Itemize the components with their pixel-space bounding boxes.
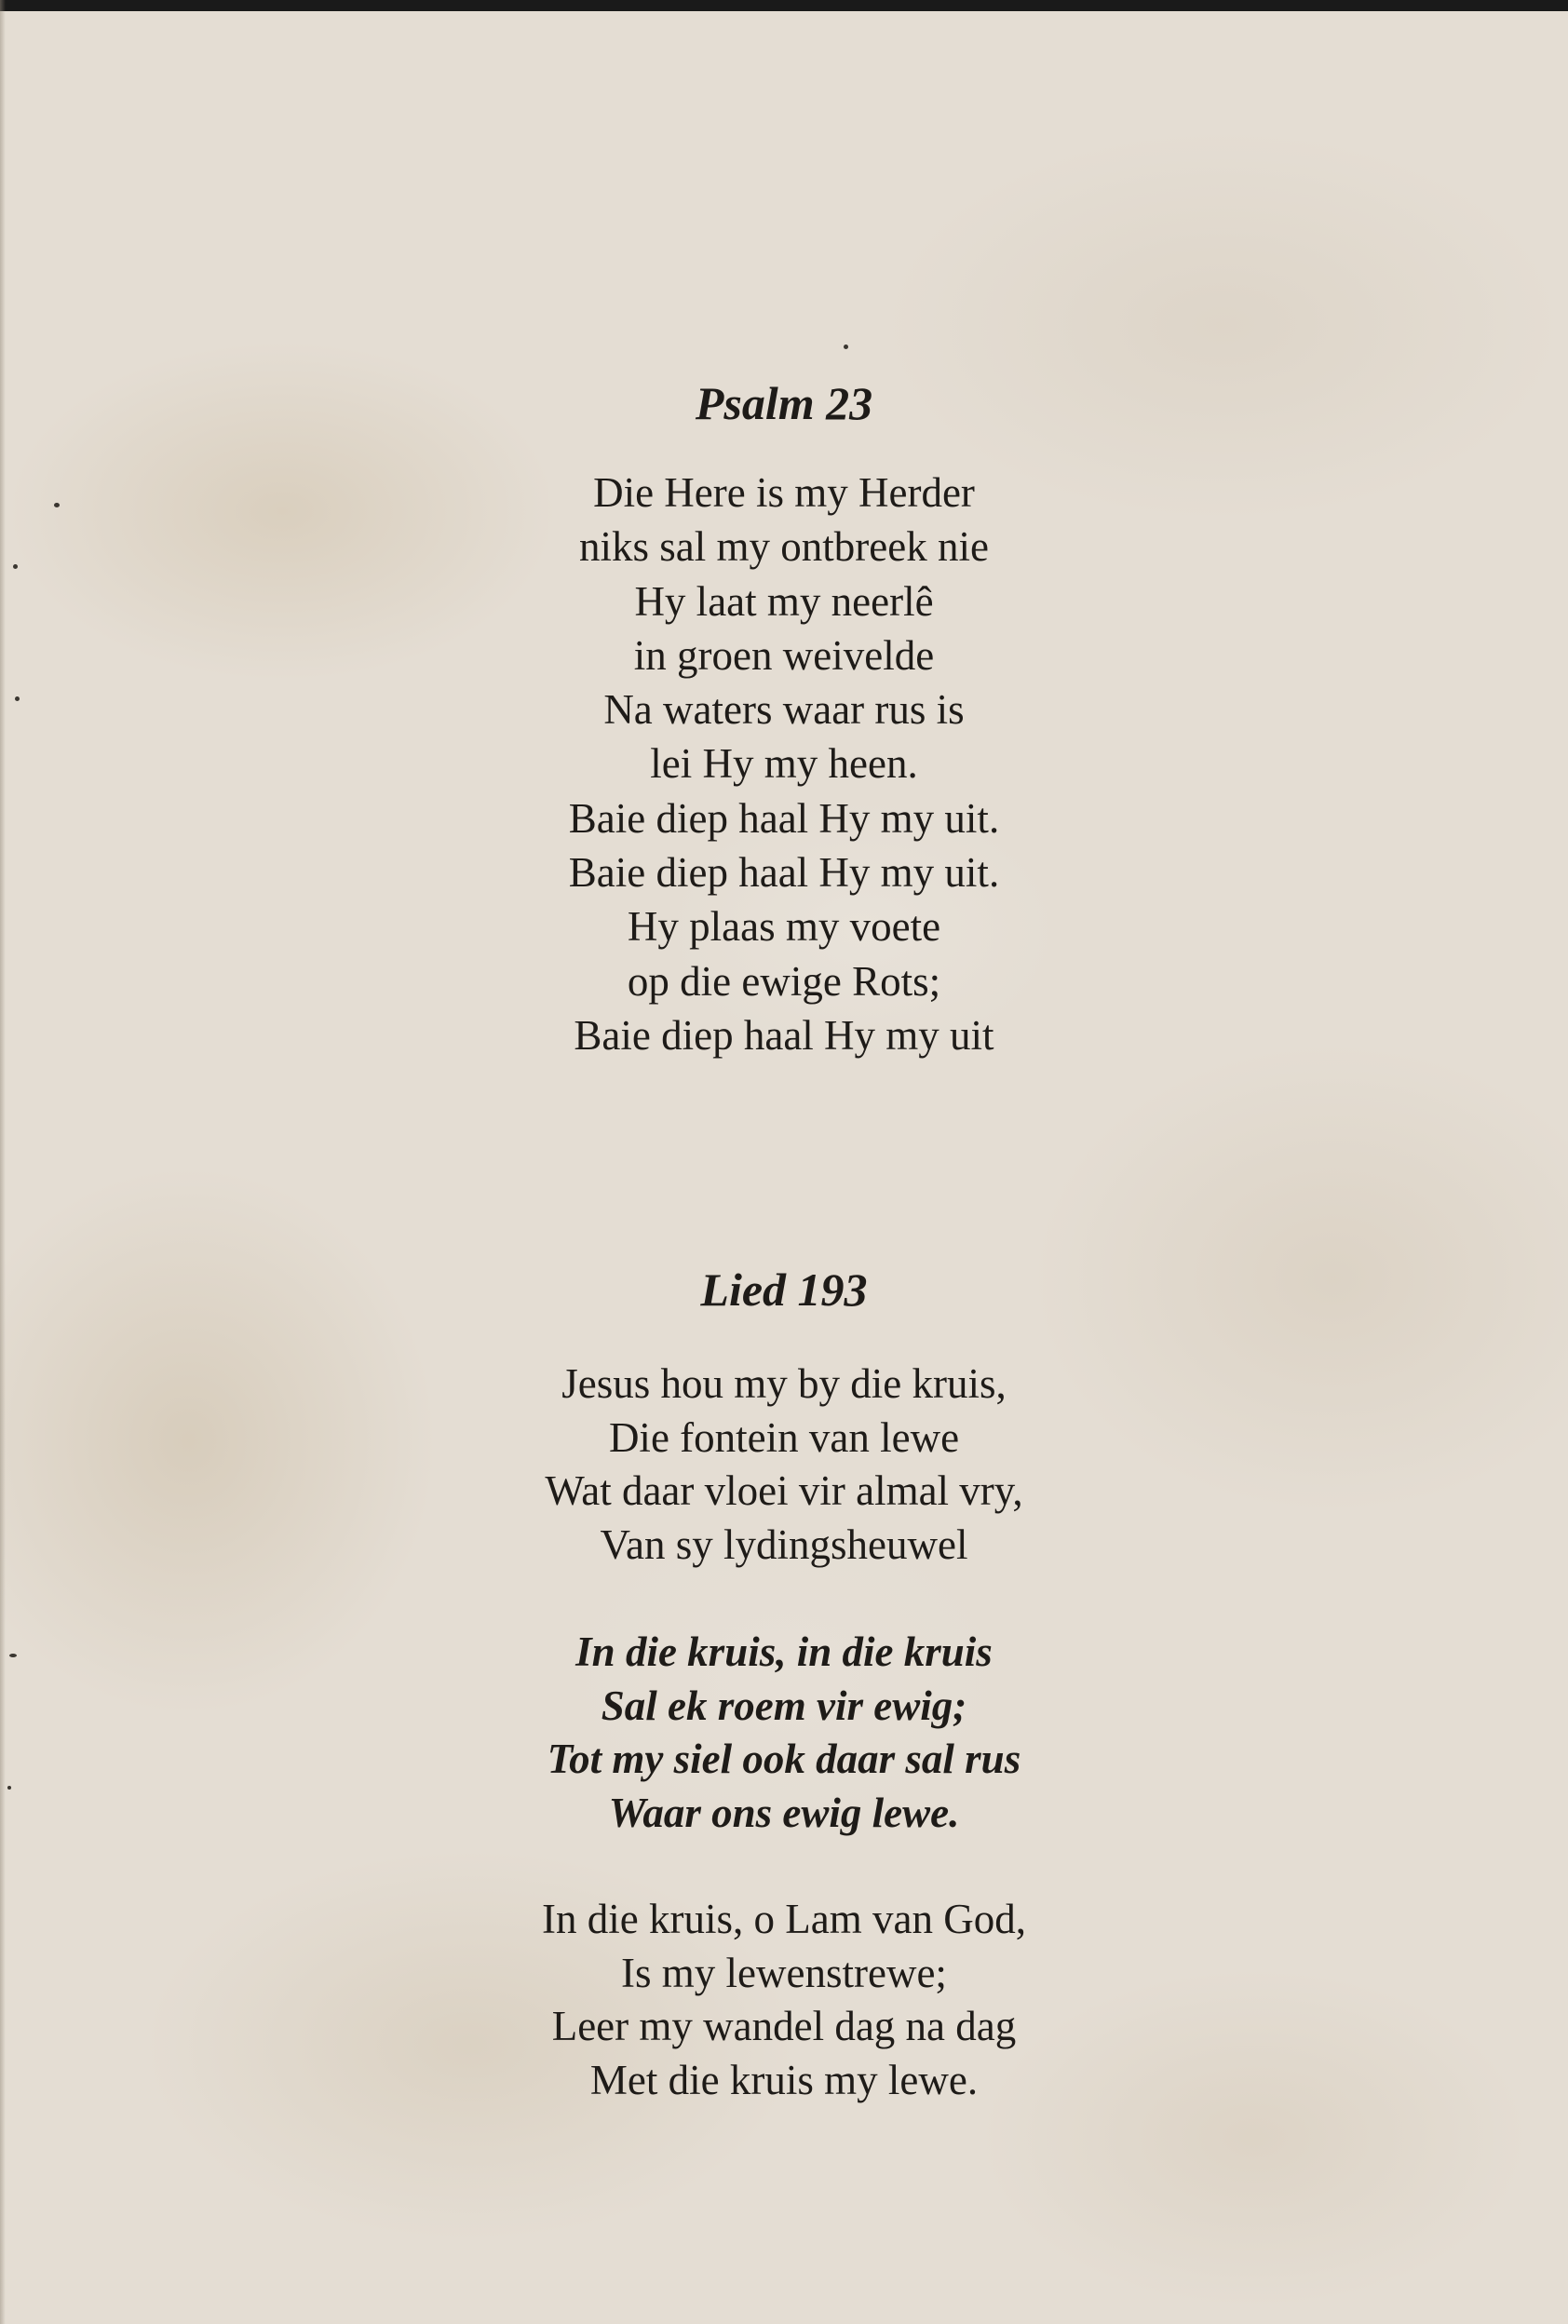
psalm-line: op die ewige Rots; xyxy=(627,957,941,1005)
psalm-line: Baie diep haal Hy my uit. xyxy=(568,794,1000,842)
psalm-line: lei Hy my heen. xyxy=(650,740,918,788)
psalm-line: Hy plaas my voete xyxy=(627,903,941,951)
psalm-line: niks sal my ontbreek nie xyxy=(579,523,989,571)
verse-line: Die fontein van lewe xyxy=(608,1413,960,1461)
psalm-text xyxy=(0,466,1568,1062)
verse-line: In die kruis, o Lam van God, xyxy=(542,1896,1026,1942)
verse-line: Wat daar vloei vir almal vry, xyxy=(545,1467,1023,1514)
psalm-line: Baie diep haal Hy my uit xyxy=(574,1011,994,1059)
psalm-line: in groen weivelde xyxy=(633,631,935,679)
chorus-line: In die kruis, in die kruis xyxy=(575,1628,993,1675)
lied-title: Lied 193 xyxy=(700,1263,868,1316)
paper-speck xyxy=(844,345,848,349)
verse-line: Is my lewenstrewe; xyxy=(621,1949,947,1996)
chorus-line: Waar ons ewig lewe. xyxy=(608,1789,960,1836)
psalm-line: Hy laat my neerlê xyxy=(634,577,934,625)
lied-verse-1 xyxy=(0,1358,1568,1572)
verse-line: Jesus hou my by die kruis, xyxy=(561,1360,1007,1407)
chorus-line: Sal ek roem vir ewig; xyxy=(601,1682,967,1729)
psalm-title: Psalm 23 xyxy=(695,377,873,429)
top-scan-border xyxy=(0,0,1568,11)
chorus-line: Tot my siel ook daar sal rus xyxy=(547,1736,1021,1782)
verse-line: Leer my wandel dag na dag xyxy=(551,2003,1017,2049)
verse-line: Met die kruis my lewe. xyxy=(589,2056,979,2103)
lied-verse-2 xyxy=(0,1893,1568,2107)
lied-chorus xyxy=(0,1626,1568,1840)
verse-line: Van sy lydingsheuwel xyxy=(600,1520,968,1568)
psalm-line: Na waters waar rus is xyxy=(603,686,965,734)
psalm-line: Die Here is my Herder xyxy=(593,469,975,516)
psalm-line: Baie diep haal Hy my uit. xyxy=(568,849,1000,897)
